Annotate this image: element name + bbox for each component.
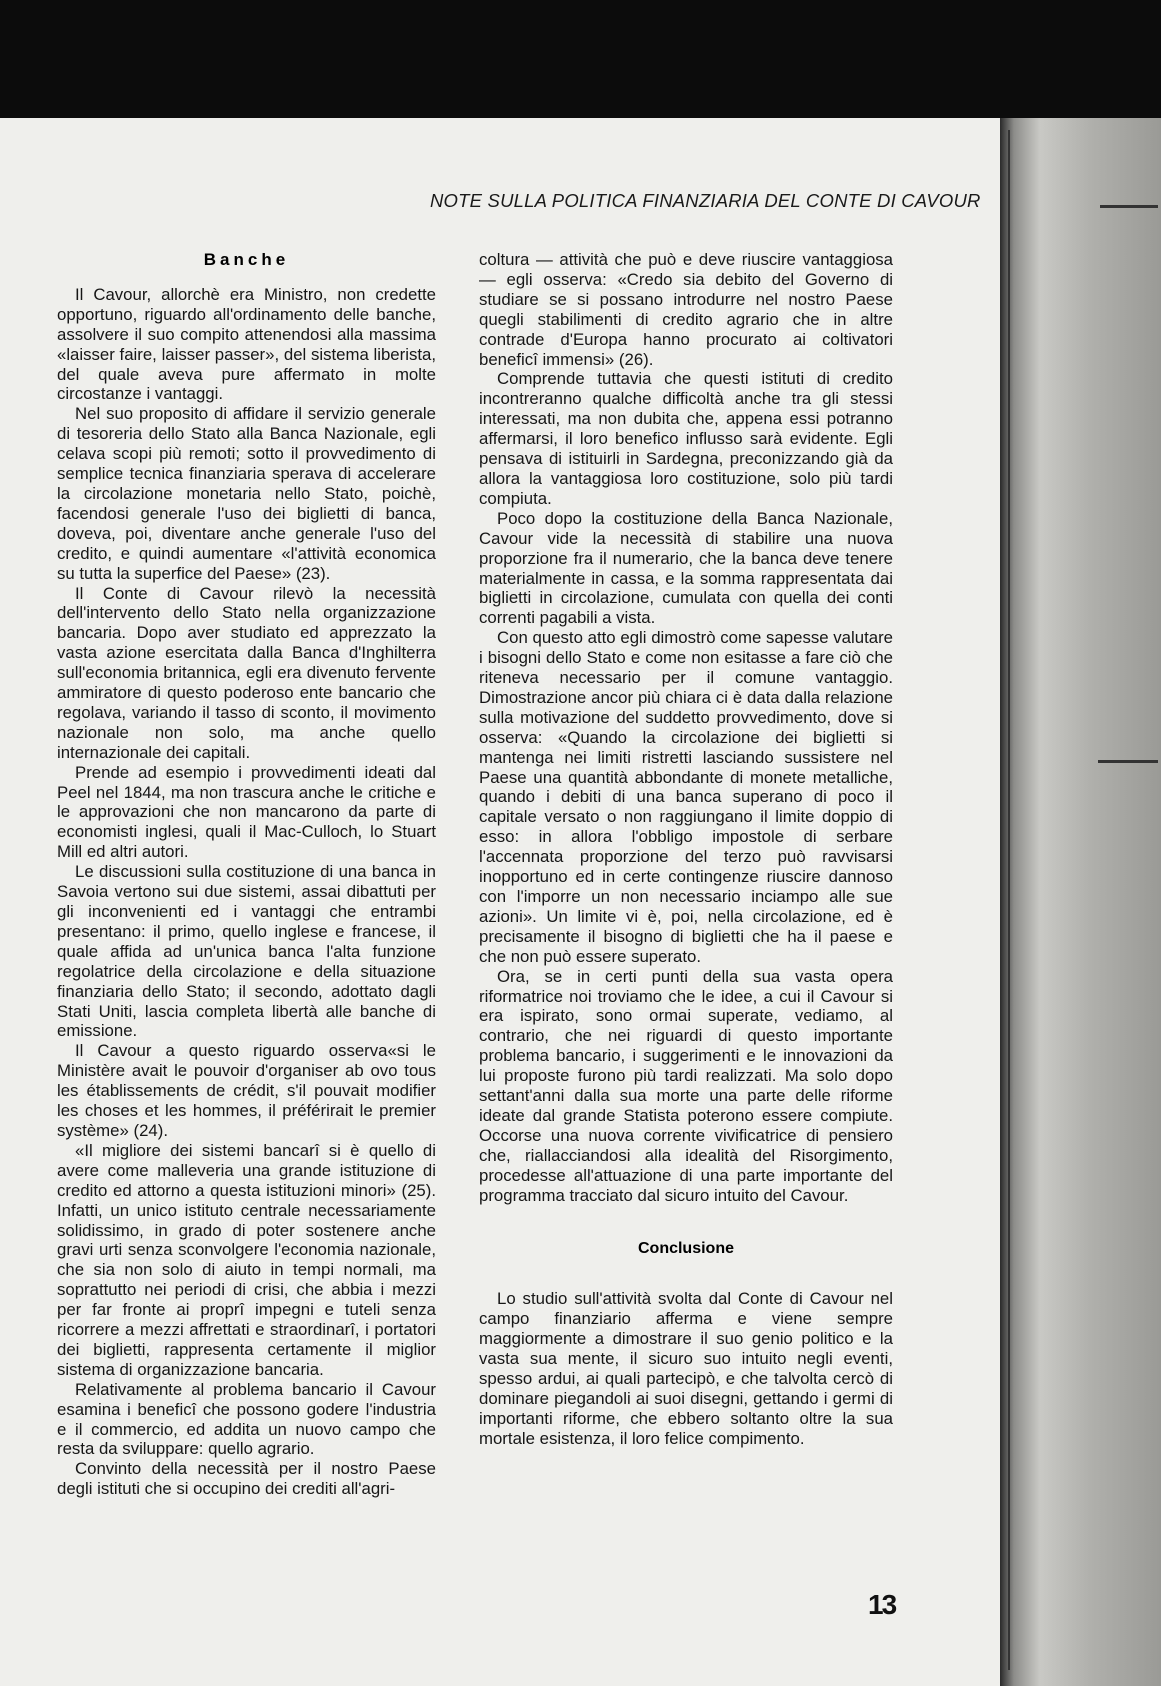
paragraph: Comprende tuttavia che questi istituti di credito incontreranno qualche difficoltà anche tra gli stessi interessati, ma non dubita che, appena essi potranno affermarsi, il loro benefico influsso sarà evidente. Egli pensava di istituirli in Sardegna, preconizzando già da allora la vantaggiosa loro costituzione, solo più tardi compiuta. (479, 369, 893, 508)
paragraph: Con questo atto egli dimostrò come sapesse valutare i bisogni dello Stato e come non esitasse a fare ciò che riteneva necessario per il comune vantaggio. Dimostrazione ancor più chiara ci è data dalla relazione sulla motivazione del suddetto provvedimento, dove si osserva: «Quando la circolazione dei biglietti si mantenga nei limiti ristretti lasciando sussistere nel Paese una quantità abbondante di monete metalliche, quando i debiti di una banca superano di poco il capitale versato o non raggiungano il limite doppio di esso: in allora l'obbligo impostole di serbare l'accennata proporzione del terzo può ravvisarsi inopportuno ed in certe contingenze riuscire dannoso con l'imporre un non necessario inciampo alle sue azioni». Un limite vi è, poi, nella circolazione, ed è precisamente il bisogno di biglietti che ha il paese e che non può essere superato. (479, 628, 893, 966)
paragraph: Convinto della necessità per il nostro Paese degli istituti che si occupino dei crediti all'agri- (57, 1459, 436, 1499)
edge-mark (1100, 205, 1158, 208)
paragraph: Poco dopo la costituzione della Banca Nazionale, Cavour vide la necessità di stabilire una nuova proporzione fra il numerario, che la banca deve tenere materialmente in cassa, e la somma rappresentata dai biglietti in circolazione, cumulata con quella dei conti correnti pagabili a vista. (479, 508, 893, 628)
paragraph: Prende ad esempio i provvedimenti ideati dal Peel nel 1844, ma non trascura anche le critiche e le approvazioni che non mancarono da parte di economisti inglesi, quali il Mac-Culloch, lo Stuart Mill ed altri autori. (57, 762, 436, 862)
paragraph: Le discussioni sulla costituzione di una banca in Savoia vertono sui due sistemi, assai dibattuti per gli inconvenienti ed i vantaggi che entrambi presentano: il primo, quello inglese e francese, il quale affida ad un'unica banca l'alta funzione regolatrice della circolazione e della situazione finanziaria dello Stato; il secondo, adottato dagli Stati Uniti, lascia completa libertà alle banche di emissione. (57, 862, 436, 1041)
section-heading-banche: Banche (203, 250, 290, 269)
paragraph: Lo studio sull'attività svolta dal Conte di Cavour nel campo finanziario afferma e viene sempre maggiormente a dimostrare il suo genio politico e la vasta sua mente, il sicuro suo intuito negli eventi, spesso ardui, ai quali partecipò, e che talvolta cercò di dominare piegandoli ai suoi disegni, gettando i germi di importanti riforme, che ebbero soltanto oltre la sua mortale esistenza, il loro felice compimento. (479, 1289, 893, 1448)
paragraph: coltura — attività che può e deve riuscire vantaggiosa — egli osserva: «Credo sia debito del Governo di studiare se si possano introdurre nel nostro Paese quegli stabilimenti di credito agrario che in altre contrade d'Europa hanno procurato ai coltivatori beneficî immensi» (26). (479, 250, 893, 369)
paragraph: Ora, se in certi punti della sua vasta opera riformatrice noi troviamo che le idee, a cui il Cavour si era ispirato, sono ormai superate, vediamo, al contrario, che nei riguardi di questo importante problema bancario, i suggerimenti e le innovazioni da lui proposte furono più tardi realizzati. Ma solo dopo settant'anni dalla sua morte una parte delle riforme ideate dal grande Statista poterono essere compiute. Occorse una nuova corrente vivificatrice di pensiero che, riallacciandosi alla idealità del Risorgimento, procedesse all'attuazione di una parte importante del programma tracciato dal sicuro intuito del Cavour. (479, 966, 893, 1205)
right-column (479, 250, 893, 1449)
facing-page-edge (1000, 118, 1161, 1686)
paragraph: Il Cavour a questo riguardo osserva«si le Ministère avait le pouvoir d'organiser ab ovo tous les établissements de crédit, s'il pouvait modifier les choses et les hommes, il préférirait le premier système» (24). (57, 1041, 436, 1140)
page-number: 13 (868, 1589, 896, 1620)
paragraph: Nel suo proposito di affidare il servizio generale di tesoreria dello Stato alla Banca Nazionale, egli celava scopi più remoti; sotto il provvedimento di semplice tecnica finanziaria sperava di accelerare la circolazione monetaria nello Stato, poichè, facendosi generale l'uso dei biglietti di banca, doveva, poi, diventare anche generale l'uso del credito, e quindi aumentare «l'attività economica su tutta la superfice del Paese» (23). (57, 404, 436, 583)
paragraph: Il Conte di Cavour rilevò la necessità dell'intervento dello Stato nella organizzazione bancaria. Dopo aver studiato ed apprezzato la vasta azione esercitata dalla Banca d'Inghilterra sull'economia britannica, egli era divenuto fervente ammiratore di questo poderoso ente bancario che regolava, variando il tasso di sconto, il movimento nazionale non solo, ma anche quello internazionale dei capitali. (57, 583, 436, 762)
page-fold-line (1008, 130, 1010, 1670)
left-column (57, 250, 436, 1499)
paragraph: Il Cavour, allorchè era Ministro, non credette opportuno, riguardo all'ordinamento delle banche, assolvere il suo compito attenendosi alla massima «laisser faire, laisser passer», del sistema liberista, del quale aveva pure affermato in molte circostanze i vantaggi. (57, 284, 436, 404)
running-head: NOTE SULLA POLITICA FINANZIARIA DEL CONTE DI CAVOUR (430, 190, 981, 211)
edge-mark (1098, 760, 1158, 763)
section-heading-conclusione: Conclusione (637, 1239, 734, 1257)
paragraph: «Il migliore dei sistemi bancarî si è quello di avere come malleveria una grande istituzione di credito ed attorno a questa istituzioni minori» (25). Infatti, un unico istituto centrale necessariamente solidissimo, in grado di poter sostenere anche gravi urti senza sconvolgere l'economia nazionale, che sia non solo di aiuto in tempi normali, ma soprattutto nei periodi di crisi, che abbia i mezzi per far fronte ai proprî impegni e tuteli senza ricorrere a mezzi affrettati e straordinarî, i portatori dei biglietti, rappresenta certamente il miglior sistema di organizzazione bancaria. (57, 1140, 436, 1379)
paragraph: Relativamente al problema bancario il Cavour esamina i beneficî che possono godere l'industria e il commercio, ed addita un nuovo campo che resta da sviluppare: quello agrario. (57, 1379, 436, 1459)
